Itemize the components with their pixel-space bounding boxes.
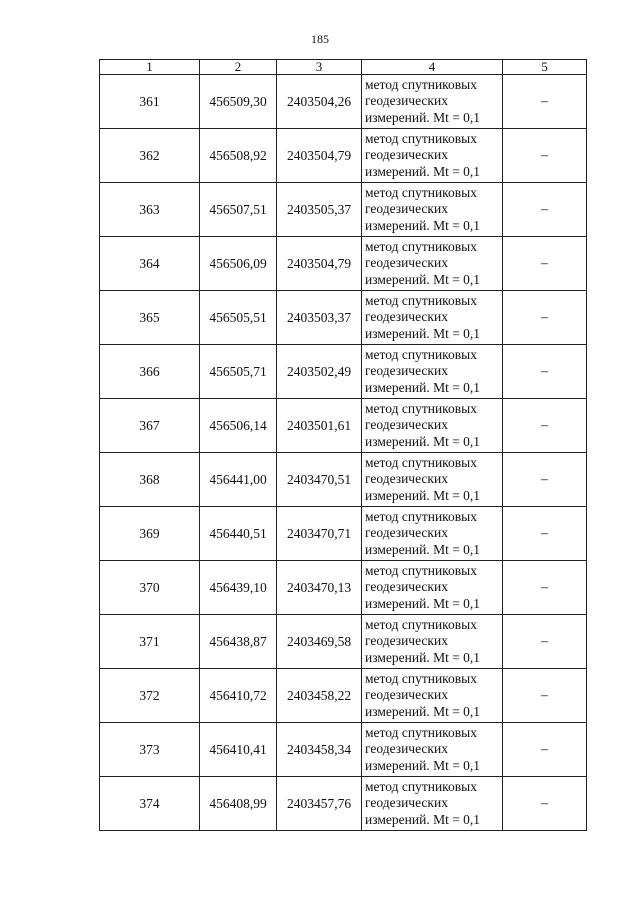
table-row: [100, 669, 587, 723]
table-row: [100, 507, 587, 561]
method-line-3: измерений. Mt = 0,1: [365, 703, 481, 719]
method-cell: [362, 129, 503, 183]
x-coordinate-cell: 456438,87: [200, 615, 277, 669]
y-coordinate-cell: 2403469,58: [277, 615, 362, 669]
column-header-4: 4: [362, 60, 503, 75]
table-row: [100, 453, 587, 507]
method-line-3: измерений. Mt = 0,1: [365, 217, 481, 233]
method-line-3: измерений. Mt = 0,1: [365, 433, 481, 449]
method-cell: [362, 723, 503, 777]
method-line-1: метод спутниковых: [365, 508, 477, 524]
method-line-2: геодезических: [365, 687, 448, 703]
point-number-cell: 361: [100, 75, 200, 129]
note-cell: –: [503, 669, 587, 723]
note-cell: –: [503, 75, 587, 129]
method-cell: [362, 399, 503, 453]
y-coordinate-cell: 2403504,79: [277, 129, 362, 183]
method-cell: [362, 183, 503, 237]
y-coordinate-cell: 2403470,13: [277, 561, 362, 615]
table-row: [100, 345, 587, 399]
y-coordinate-cell: 2403457,76: [277, 777, 362, 831]
note-cell: –: [503, 399, 587, 453]
method-line-2: геодезических: [365, 633, 448, 649]
y-coordinate-cell: 2403501,61: [277, 399, 362, 453]
y-coordinate-cell: 2403470,51: [277, 453, 362, 507]
table-row: [100, 129, 587, 183]
note-cell: –: [503, 291, 587, 345]
table-row: [100, 561, 587, 615]
method-line-2: геодезических: [365, 579, 448, 595]
note-cell: –: [503, 129, 587, 183]
table-row: [100, 723, 587, 777]
note-cell: –: [503, 453, 587, 507]
method-line-2: геодезических: [365, 309, 448, 325]
page-number: 185: [311, 32, 329, 46]
point-number-cell: 364: [100, 237, 200, 291]
method-line-1: метод спутниковых: [365, 76, 477, 92]
table-row: [100, 399, 587, 453]
column-header-5: 5: [503, 60, 587, 75]
table-body: [100, 75, 587, 831]
point-number-cell: 372: [100, 669, 200, 723]
x-coordinate-cell: 456509,30: [200, 75, 277, 129]
y-coordinate-cell: 2403503,37: [277, 291, 362, 345]
table-row: [100, 183, 587, 237]
header-row: [100, 60, 587, 75]
method-cell: [362, 345, 503, 399]
note-cell: –: [503, 561, 587, 615]
method-line-2: геодезических: [365, 201, 448, 217]
table-row: [100, 75, 587, 129]
method-line-1: метод спутниковых: [365, 346, 477, 362]
method-line-2: геодезических: [365, 741, 448, 757]
method-line-3: измерений. Mt = 0,1: [365, 379, 481, 395]
table-row: [100, 615, 587, 669]
column-header-2: 2: [200, 60, 277, 75]
method-line-1: метод спутниковых: [365, 238, 477, 254]
y-coordinate-cell: 2403458,22: [277, 669, 362, 723]
point-number-cell: 362: [100, 129, 200, 183]
method-line-2: геодезических: [365, 795, 448, 811]
note-cell: –: [503, 237, 587, 291]
method-cell: [362, 237, 503, 291]
method-cell: [362, 291, 503, 345]
method-line-2: геодезических: [365, 417, 448, 433]
x-coordinate-cell: 456439,10: [200, 561, 277, 615]
method-line-1: метод спутниковых: [365, 724, 477, 740]
x-coordinate-cell: 456410,72: [200, 669, 277, 723]
point-number-cell: 371: [100, 615, 200, 669]
y-coordinate-cell: 2403504,26: [277, 75, 362, 129]
method-line-1: метод спутниковых: [365, 562, 477, 578]
method-line-1: метод спутниковых: [365, 616, 477, 632]
x-coordinate-cell: 456408,99: [200, 777, 277, 831]
y-coordinate-cell: 2403504,79: [277, 237, 362, 291]
point-number-cell: 373: [100, 723, 200, 777]
method-line-2: геодезических: [365, 147, 448, 163]
x-coordinate-cell: 456506,09: [200, 237, 277, 291]
method-line-3: измерений. Mt = 0,1: [365, 325, 481, 341]
method-line-1: метод спутниковых: [365, 130, 477, 146]
method-line-3: измерений. Mt = 0,1: [365, 757, 481, 773]
method-line-3: измерений. Mt = 0,1: [365, 163, 481, 179]
note-cell: –: [503, 777, 587, 831]
table-row: [100, 291, 587, 345]
method-line-1: метод спутниковых: [365, 184, 477, 200]
method-line-1: метод спутниковых: [365, 292, 477, 308]
method-line-3: измерений. Mt = 0,1: [365, 595, 481, 611]
method-line-1: метод спутниковых: [365, 670, 477, 686]
method-line-1: метод спутниковых: [365, 454, 477, 470]
point-number-cell: 366: [100, 345, 200, 399]
note-cell: –: [503, 183, 587, 237]
method-line-3: измерений. Mt = 0,1: [365, 541, 481, 557]
method-line-3: измерений. Mt = 0,1: [365, 811, 481, 827]
method-line-2: геодезических: [365, 471, 448, 487]
method-cell: [362, 669, 503, 723]
y-coordinate-cell: 2403458,34: [277, 723, 362, 777]
x-coordinate-cell: 456508,92: [200, 129, 277, 183]
note-cell: –: [503, 723, 587, 777]
point-number-cell: 368: [100, 453, 200, 507]
method-line-2: геодезических: [365, 255, 448, 271]
x-coordinate-cell: 456505,71: [200, 345, 277, 399]
point-number-cell: 363: [100, 183, 200, 237]
y-coordinate-cell: 2403505,37: [277, 183, 362, 237]
method-cell: [362, 75, 503, 129]
method-line-2: геодезических: [365, 93, 448, 109]
y-coordinate-cell: 2403502,49: [277, 345, 362, 399]
note-cell: –: [503, 345, 587, 399]
point-number-cell: 374: [100, 777, 200, 831]
note-cell: –: [503, 615, 587, 669]
coordinates-table: [99, 59, 587, 831]
table-row: [100, 777, 587, 831]
method-line-1: метод спутниковых: [365, 400, 477, 416]
x-coordinate-cell: 456440,51: [200, 507, 277, 561]
method-cell: [362, 507, 503, 561]
column-header-3: 3: [277, 60, 362, 75]
x-coordinate-cell: 456506,14: [200, 399, 277, 453]
method-cell: [362, 453, 503, 507]
method-line-3: измерений. Mt = 0,1: [365, 649, 481, 665]
x-coordinate-cell: 456410,41: [200, 723, 277, 777]
y-coordinate-cell: 2403470,71: [277, 507, 362, 561]
method-cell: [362, 777, 503, 831]
method-line-2: геодезических: [365, 363, 448, 379]
table-row: [100, 237, 587, 291]
point-number-cell: 369: [100, 507, 200, 561]
table-header: [100, 60, 587, 75]
point-number-cell: 367: [100, 399, 200, 453]
method-cell: [362, 615, 503, 669]
note-cell: –: [503, 507, 587, 561]
method-line-1: метод спутниковых: [365, 778, 477, 794]
point-number-cell: 370: [100, 561, 200, 615]
method-cell: [362, 561, 503, 615]
method-line-2: геодезических: [365, 525, 448, 541]
x-coordinate-cell: 456441,00: [200, 453, 277, 507]
column-header-1: 1: [100, 60, 200, 75]
x-coordinate-cell: 456507,51: [200, 183, 277, 237]
method-line-3: измерений. Mt = 0,1: [365, 487, 481, 503]
x-coordinate-cell: 456505,51: [200, 291, 277, 345]
method-line-3: измерений. Mt = 0,1: [365, 271, 481, 287]
method-line-3: измерений. Mt = 0,1: [365, 109, 481, 125]
point-number-cell: 365: [100, 291, 200, 345]
